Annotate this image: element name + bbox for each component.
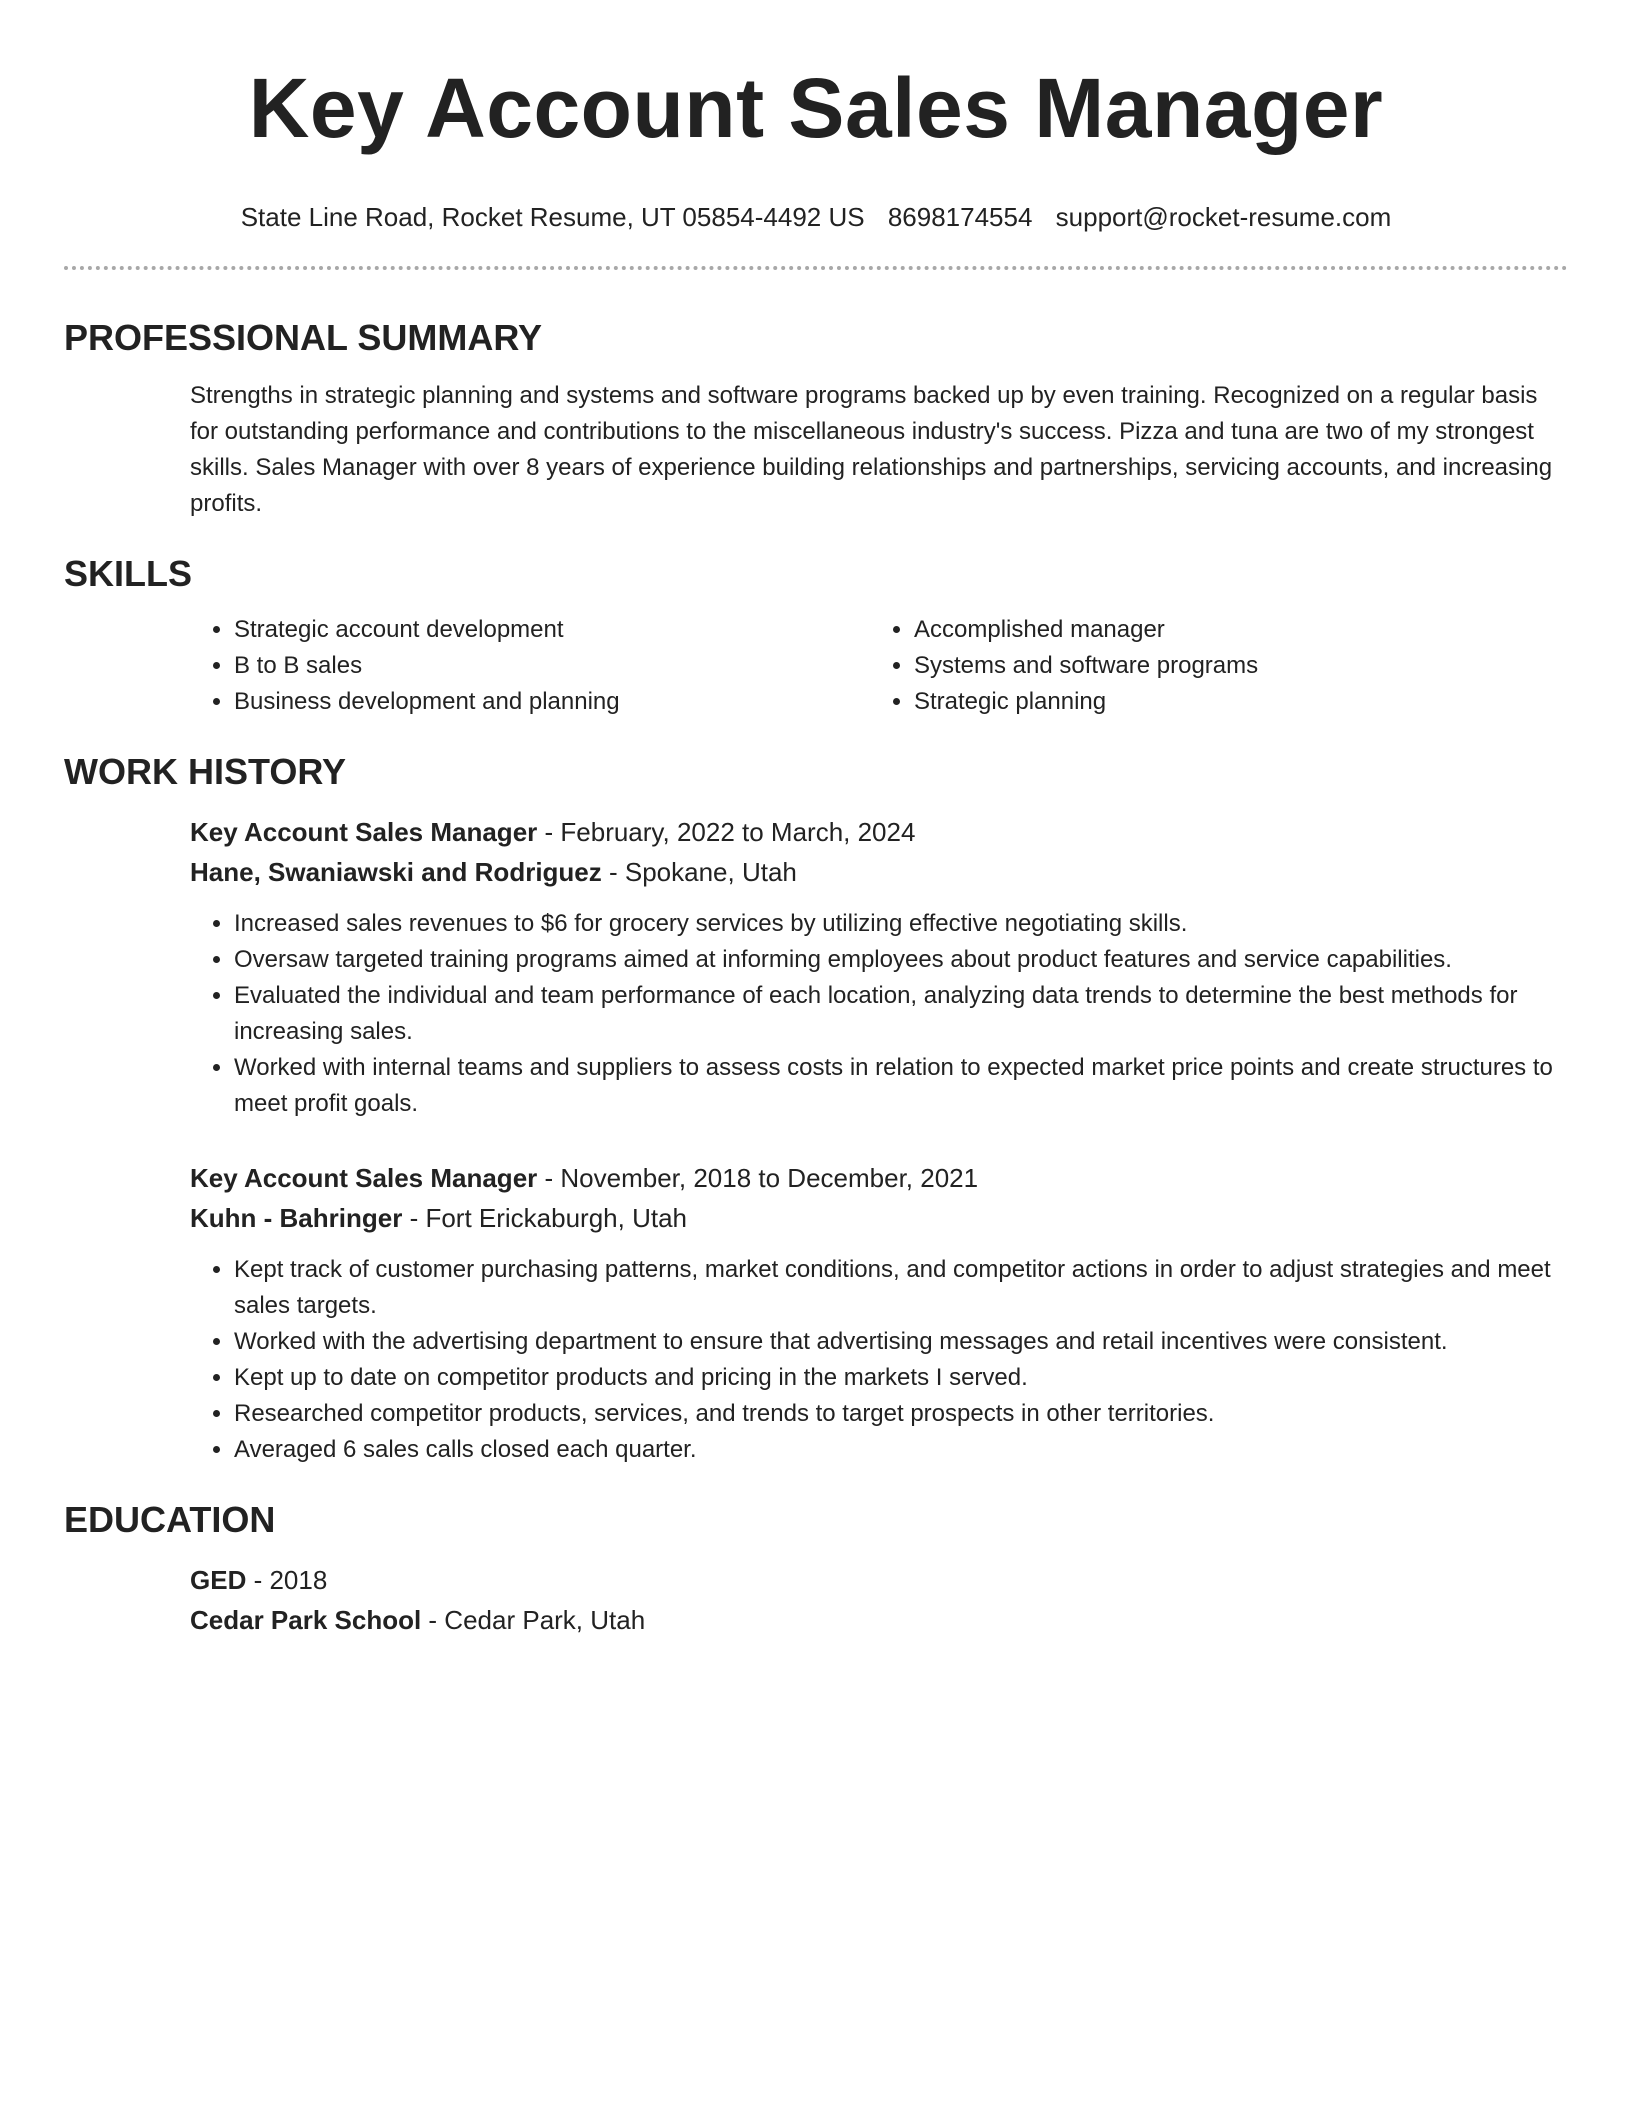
job-bullet: • Increased sales revenues to $6 for grocery services by utilizing effective negotiating skills.	[234, 906, 1568, 942]
summary-section	[64, 378, 1568, 522]
work-history-section	[64, 812, 1568, 1468]
job-bullet: • Evaluated the individual and team performance of each location, analyzing data trends to determine the best methods for increasing sales.	[234, 978, 1568, 1050]
job-entry	[190, 812, 1568, 1122]
job-bullet: • Oversaw targeted training programs aimed at informing employees about product features and service capabilities.	[234, 942, 1568, 978]
header-divider	[64, 266, 1568, 270]
job-bullets	[190, 1252, 1568, 1468]
summary-text: Strengths in strategic planning and systems and software programs backed up by even training. Recognized on a regular basis for outstanding performance and contributions to the miscellaneous industry's success. Pizza and tuna are two of my strongest skills. Sales Manager with over 8 years of experience building relationships and partnerships, servicing accounts, and increasing profits.	[190, 382, 1553, 517]
section-title-education: EDUCATION	[64, 1499, 276, 1540]
job-company-line	[190, 852, 1568, 892]
job-bullet: • Averaged 6 sales calls closed each quarter.	[234, 1432, 1568, 1468]
job-location: - Fort Erickaburgh, Utah	[402, 1203, 687, 1233]
job-bullet: • Researched competitor products, services, and trends to target prospects in other territories.	[234, 1396, 1568, 1432]
section-title-work-history: WORK HISTORY	[64, 751, 347, 792]
education-school: Cedar Park School	[190, 1605, 422, 1635]
job-bullet: • Kept up to date on competitor products and pricing in the markets I served.	[234, 1360, 1568, 1396]
job-company: Kuhn - Bahringer	[190, 1203, 403, 1233]
contact-address: State Line Road, Rocket Resume, UT 05854-4492 US	[240, 202, 865, 232]
job-dates: - February, 2022 to March, 2024	[537, 817, 916, 847]
job-bullet: • Kept track of customer purchasing patterns, market conditions, and competitor actions in order to adjust strategies and meet sales targets.	[234, 1252, 1568, 1324]
skills-list-left	[190, 612, 870, 720]
education-degree: GED	[190, 1565, 247, 1595]
skill-item: • Strategic planning	[914, 684, 1390, 720]
job-company-line	[190, 1198, 1568, 1238]
skills-list-right	[870, 612, 1390, 720]
education-school-line	[190, 1600, 1568, 1640]
job-role: Key Account Sales Manager	[190, 817, 538, 847]
education-location: - Cedar Park, Utah	[421, 1605, 646, 1635]
section-title-summary: PROFESSIONAL SUMMARY	[64, 317, 543, 358]
skill-item: • Business development and planning	[234, 684, 870, 720]
job-dates: - November, 2018 to December, 2021	[537, 1163, 979, 1193]
education-entry	[190, 1560, 1568, 1640]
section-title-skills: SKILLS	[64, 553, 193, 594]
education-section	[64, 1560, 1568, 1640]
job-title-line	[190, 1158, 1568, 1198]
skill-item: • B to B sales	[234, 648, 870, 684]
job-bullet: • Worked with internal teams and suppliers to assess costs in relation to expected market price points and create structures to meet profit goals.	[234, 1050, 1568, 1122]
contact-email: support@rocket-resume.com	[1055, 202, 1392, 232]
contact-phone: 8698174554	[887, 202, 1033, 232]
job-location: - Spokane, Utah	[601, 857, 797, 887]
job-role: Key Account Sales Manager	[190, 1163, 538, 1193]
skill-item: • Accomplished manager	[914, 612, 1390, 648]
education-year: - 2018	[246, 1565, 328, 1595]
skill-item: • Systems and software programs	[914, 648, 1390, 684]
job-bullets	[190, 906, 1568, 1122]
candidate-name: Key Account Sales Manager	[248, 61, 1384, 155]
skill-item: • Strategic account development	[234, 612, 870, 648]
education-degree-line	[190, 1560, 1568, 1600]
skills-section	[64, 612, 1568, 720]
job-bullet: • Worked with the advertising department to ensure that advertising messages and retail incentives were consistent.	[234, 1324, 1568, 1360]
job-title-line	[190, 812, 1568, 852]
skills-grid	[190, 612, 1568, 720]
contact-info	[64, 200, 1568, 234]
job-company: Hane, Swaniawski and Rodriguez	[190, 857, 602, 887]
job-entry	[190, 1158, 1568, 1468]
